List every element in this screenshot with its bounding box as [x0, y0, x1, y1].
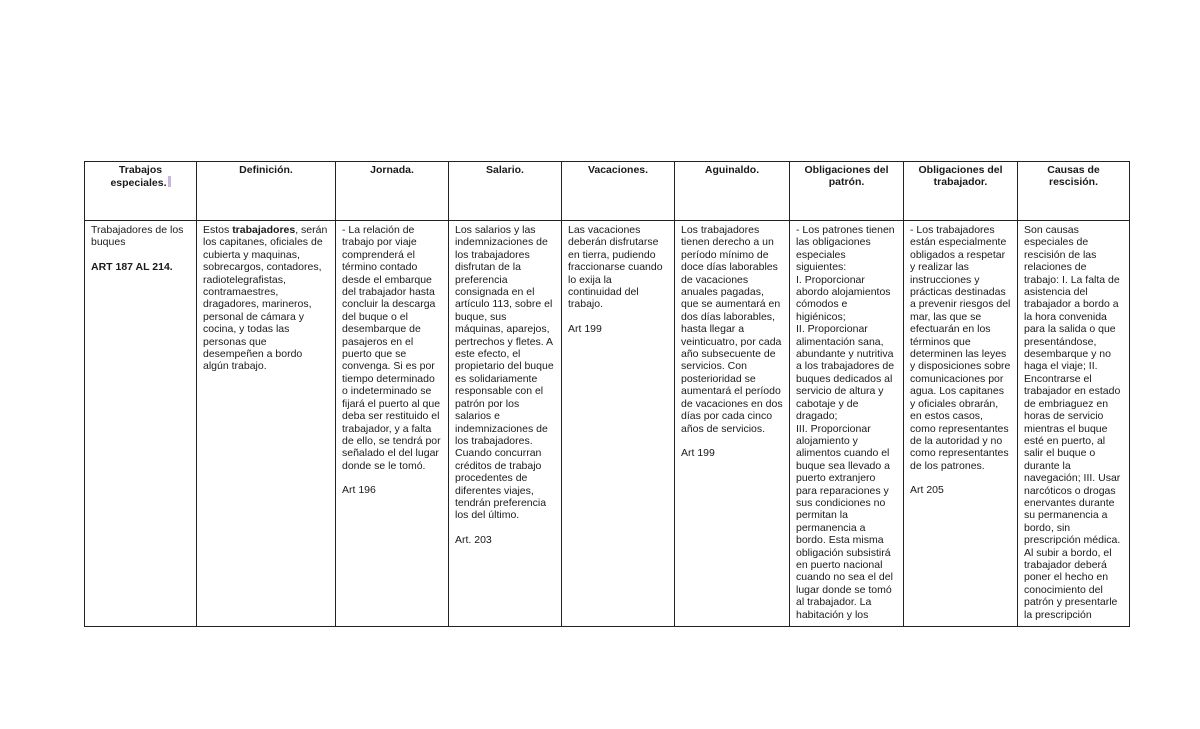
header-definicion: Definición.	[197, 162, 336, 221]
cell-vacaciones	[562, 221, 675, 627]
cell-text: Son causas especiales de rescisión de las relaciones de trabajo: I. La falta de asistencia del trabajador a bordo a la hora convenida para la salida o que presentándose, desembarque y no haga el viaje; II. Encontrarse el trabajador en estado de embriaguez en horas de servicio mientras el buque esté en puerto, al salir el buque o durante la navegación; III. Usar narcóticos o drogas enervantes durante su permanencia a bordo, sin prescripción médica. Al subir a bordo, el trabajador deberá poner el hecho en conocimiento del patrón y presentarle la prescripción	[1024, 224, 1121, 621]
article-reference: ART 187 AL 214.	[91, 260, 173, 273]
cell-salario	[449, 221, 562, 627]
cell-obligaciones-trabajador	[904, 221, 1018, 627]
cell-text: - La relación de trabajo por viaje comprenderá el término contado desde el embarque del trabajador hasta concluir la descarga del buque o el desembarque de pasajeros en el puerto que se convenga. Si es por tiempo determinado o indeterminado se fijará el puerto al que deba ser restituido el trabajador, y a falta de ello, se tendrá por señalado el del lugar donde se le tomó.	[342, 224, 441, 472]
text-cursor-mark	[168, 176, 171, 187]
article-reference: Art 196	[342, 484, 376, 497]
cell-obligaciones-patron	[790, 221, 904, 627]
cell-text: Los salarios y las indemnizaciones de los trabajadores disfrutan de la preferencia consignada en el artículo 113, sobre el buque, sus máquinas, aparejos, pertrechos y fletes. A este efecto, el propietario del buque es solidariamente responsable con el patrón por los salarios e indemnizaciones de los trabajadores. Cuando concurran créditos de trabajo procedentes de diferentes viajes, tendrán preferencia los del último.	[455, 224, 554, 522]
header-row	[85, 162, 1130, 221]
cell-aguinaldo	[675, 221, 790, 627]
article-reference: Art. 203	[455, 533, 492, 546]
header-trabajos-especiales: Trabajos especiales.	[85, 162, 197, 221]
header-obligaciones-trabajador: Obligaciones del trabajador.	[904, 162, 1018, 221]
cell-causas-rescision	[1018, 221, 1130, 627]
cell-jornada	[336, 221, 449, 627]
cell-text: - Los patrones tienen las obligaciones especiales siguientes: I. Proporcionar abordo alojamientos cómodos e higiénicos; II. Proporcionar alimentación sana, abundante y nutritiva a los trabajadores de buques dedicados al servicio de altura y cabotaje y de dragado; III. Proporcionar alojamiento y alimentos cuando el buque sea llevado a puerto extranjero para reparaciones y sus condiciones no permitan la permanencia a bordo. Esta misma obligación subsistirá en puerto nacional cuando no sea el del lugar donde se tomó al trabajador. La habitación y los	[796, 224, 895, 621]
header-salario: Salario.	[449, 162, 562, 221]
header-vacaciones: Vacaciones.	[562, 162, 675, 221]
special-workers-table	[84, 161, 1130, 627]
cell-definicion	[197, 221, 336, 627]
header-causas-rescision: Causas de rescisión.	[1018, 162, 1130, 221]
article-reference: Art 205	[910, 484, 944, 497]
header-obligaciones-patron: Obligaciones del patrón.	[790, 162, 904, 221]
cell-text: Estos trabajadores, serán los capitanes, oficiales de cubierta y maquinas, sobrecargos, contadores, radiotelegrafistas, contramaestres, dragadores, marineros, personal de cámara y cocina, y todas las personas que desempeñen a bordo algún trabajo.	[203, 224, 328, 373]
article-reference: Art 199	[568, 322, 602, 335]
cell-text: Trabajadores de los buques	[91, 224, 184, 249]
cell-trabajos-especiales	[85, 221, 197, 627]
header-jornada: Jornada.	[336, 162, 449, 221]
cell-text: Las vacaciones deberán disfrutarse en tierra, pudiendo fraccionarse cuando lo exija la continuidad del trabajo.	[568, 224, 663, 311]
table-row	[85, 221, 1130, 627]
header-aguinaldo: Aguinaldo.	[675, 162, 790, 221]
article-reference: Art 199	[681, 446, 715, 459]
cell-text: Los trabajadores tienen derecho a un período mínimo de doce días laborables de vacaciones anuales pagadas, que se aumentará en dos días laborables, hasta llegar a veinticuatro, por cada año subsecuente de servicios. Con posterioridad se aumentará el período de vacaciones en dos días por cada cinco años de servicios.	[681, 224, 783, 435]
cell-text: - Los trabajadores están especialmente obligados a respetar y realizar las instrucciones y prácticas destinadas a prevenir riesgos del mar, las que se efectuarán en los términos que determinen las leyes y disposiciones sobre comunicaciones por agua. Los capitanes y oficiales obrarán, en estos casos, como representantes de la autoridad y no como representantes de los patrones.	[910, 224, 1011, 472]
